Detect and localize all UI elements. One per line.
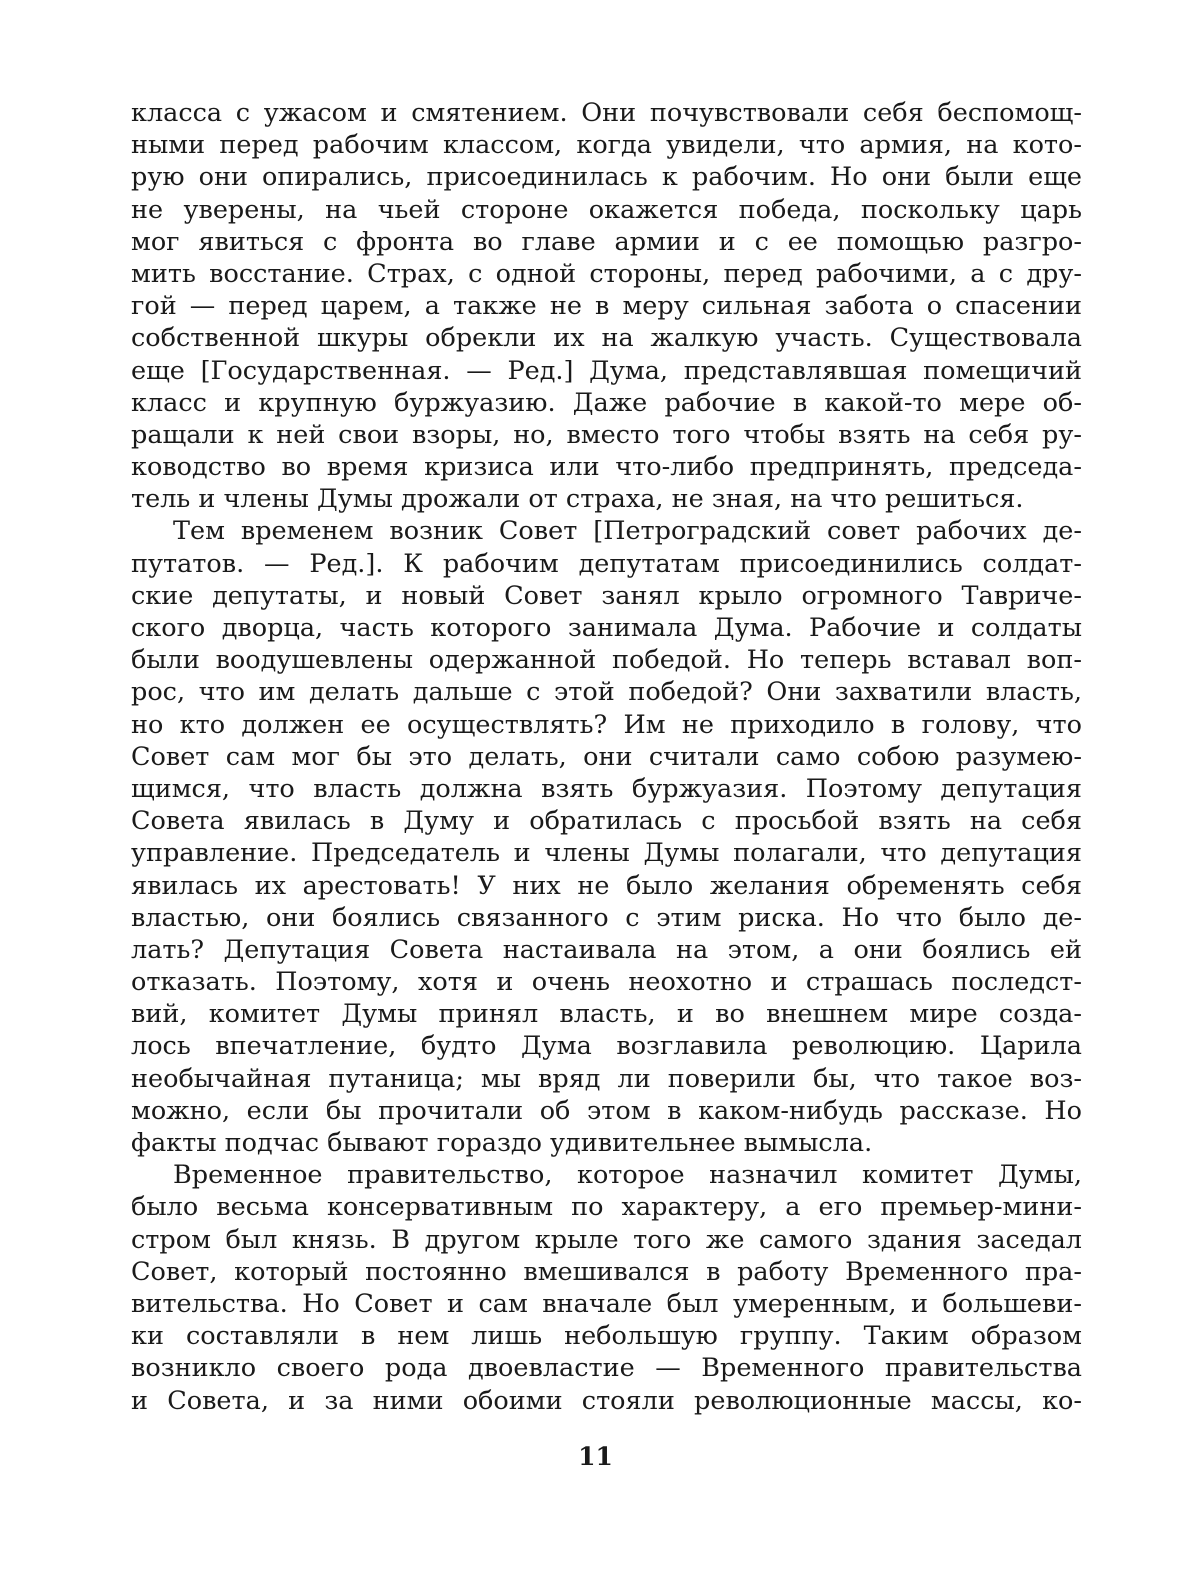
text-line: ращали к ней свои взоры, но, вместо того чтобы взять на себя ру- xyxy=(131,419,1082,450)
text-line: ки составляли в нем лишь небольшую группу. Таким образом xyxy=(131,1321,1082,1352)
text-line: вий, комитет Думы принял власть, и во внешнем мире созда- xyxy=(131,999,1082,1030)
text-line: класс и крупную буржуазию. Даже рабочие в какой-то мере об- xyxy=(131,387,1082,418)
text-line: лось впечатление, будто Дума возглавила революцию. Царила xyxy=(131,1031,1082,1062)
text-line: было весьма консервативным по характеру, а его премьер-мини- xyxy=(131,1192,1082,1223)
text-line: рос, что им делать дальше с этой победой? Они захватили власть, xyxy=(131,677,1082,708)
text-line: класса с ужасом и смятением. Они почувствовали себя беспомощ- xyxy=(131,98,1082,128)
text-line: управление. Председатель и члены Думы полагали, что депутация xyxy=(131,838,1082,869)
text-line: факты подчас бывают гораздо удивительнее вымысла. xyxy=(131,1128,873,1158)
text-line: стром был князь. В другом крыле того же самого здания заседал xyxy=(131,1224,1082,1255)
paragraph xyxy=(131,1159,1082,1417)
text-line: явилась их арестовать! У них не было желания обременять себя xyxy=(131,870,1082,901)
text-line: лать? Депутация Совета настаивала на этом, а они боялись ей xyxy=(131,934,1082,965)
text-line: еще [Государственная. — Ред.] Дума, представлявшая помещичий xyxy=(131,355,1082,386)
text-line: но кто должен ее осуществлять? Им не приходило в голову, что xyxy=(131,709,1082,740)
text-line: вительства. Но Совет и сам вначале был умеренным, и большеви- xyxy=(131,1288,1082,1319)
text-line: Совет, который постоянно вмешивался в работу Временного пра- xyxy=(131,1256,1082,1287)
text-line: возникло своего рода двоевластие — Временного правительства xyxy=(131,1353,1082,1384)
text-line: путатов. — Ред.]. К рабочим депутатам присоединились солдат- xyxy=(131,548,1082,579)
text-line: собственной шкуры обрекли их на жалкую участь. Существовала xyxy=(131,323,1082,354)
text-line: рую они опирались, присоединилась к рабочим. Но они были еще xyxy=(131,162,1082,193)
text-line: были воодушевлены одержанной победой. Но теперь вставал воп- xyxy=(131,645,1082,676)
text-line: ского дворца, часть которого занимала Дума. Рабочие и солдаты xyxy=(131,613,1082,643)
text-line: Совета явилась в Думу и обратилась с просьбой взять на себя xyxy=(131,806,1082,837)
text-line: мог явиться с фронта во главе армии и с ее помощью разгро- xyxy=(131,226,1082,257)
text-line: Тем временем возник Совет [Петроградский совет рабочих де- xyxy=(173,516,1082,547)
text-line: и Совета, и за ними обоими стояли революционные массы, ко- xyxy=(131,1385,1082,1416)
text-line: Временное правительство, которое назначил комитет Думы, xyxy=(173,1160,1082,1191)
text-line: Совет сам мог бы это делать, они считали само собою разумею- xyxy=(131,741,1082,772)
paragraph xyxy=(131,97,1082,515)
text-line: властью, они боялись связанного с этим риска. Но что было де- xyxy=(131,902,1082,933)
text-line: ными перед рабочим классом, когда увидели, что армия, на кото- xyxy=(131,130,1082,161)
text-line: щимся, что власть должна взять буржуазия. Поэтому депутация xyxy=(131,773,1082,804)
text-line: тель и члены Думы дрожали от страха, не зная, на что решиться. xyxy=(131,484,1024,515)
page-number: 11 xyxy=(578,1442,613,1471)
text-line: ководство во время кризиса или что-либо предпринять, председа- xyxy=(131,452,1082,483)
body-text xyxy=(131,97,1082,1417)
text-line: мить восстание. Страх, с одной стороны, перед рабочими, а с дру- xyxy=(131,258,1082,289)
text-line: ские депутаты, и новый Совет занял крыло огромного Тавриче- xyxy=(131,580,1082,611)
text-line: гой — перед царем, а также не в меру сильная забота о спасении xyxy=(131,291,1082,322)
text-line: отказать. Поэтому, хотя и очень неохотно и страшась последст- xyxy=(131,967,1082,998)
text-line: необычайная путаница; мы вряд ли поверили бы, что такое воз- xyxy=(131,1063,1082,1094)
paragraph xyxy=(131,515,1082,1159)
text-line: не уверены, на чьей стороне окажется победа, поскольку царь xyxy=(131,194,1082,225)
text-line: можно, если бы прочитали об этом в каком-нибудь рассказе. Но xyxy=(131,1095,1082,1126)
